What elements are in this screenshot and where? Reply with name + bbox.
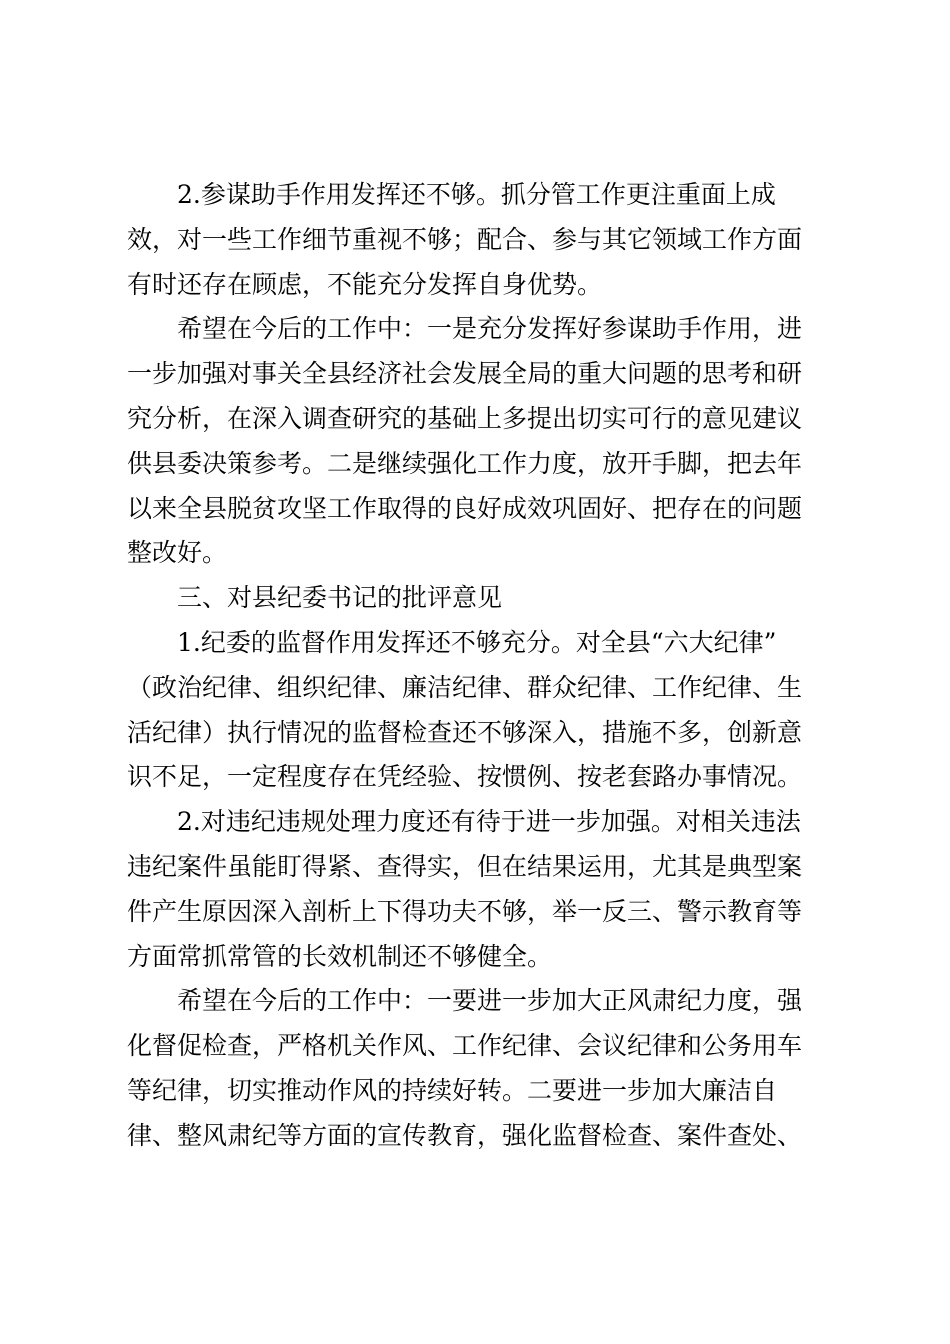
text-line: 1.纪委的监督作用发挥还不够充分。对全县“六大纪律” (177, 627, 777, 657)
text-line: 活纪律）执行情况的监督检查还不够深入，措施不多，创新意 (127, 717, 803, 747)
text-line: 方面常抓常管的长效机制还不够健全。 (127, 941, 553, 971)
text-line: 2.参谋助手作用发挥还不够。抓分管工作更注重面上成 (177, 180, 776, 209)
section-heading: 三、对县纪委书记的批评意见 (177, 583, 503, 613)
text-line: （政治纪律、组织纪律、廉洁纪律、群众纪律、工作纪律、生 (127, 672, 803, 702)
text-line: 化督促检查，严格机关作风、工作纪律、会议纪律和公务用车 (127, 1031, 803, 1061)
document-page (127, 173, 831, 1159)
text-line: 整改好。 (127, 538, 228, 568)
text-line: 等纪律，切实推动作风的持续好转。二要进一步加大廉洁自 (127, 1075, 778, 1105)
text-line: 供县委决策参考。二是继续强化工作力度，放开手脚，把去年 (127, 448, 803, 478)
text-line: 效，对一些工作细节重视不够；配合、参与其它领域工作方面 (127, 224, 803, 254)
text-line: 希望在今后的工作中：一要进一步加大正风肃纪力度，强 (177, 986, 803, 1016)
text-line: 律、整风肃纪等方面的宣传教育，强化监督检查、案件查处、 (127, 1120, 803, 1150)
text-line: 究分析，在深入调查研究的基础上多提出切实可行的意见建议 (127, 403, 803, 433)
text-line: 违纪案件虽能盯得紧、查得实，但在结果运用，尤其是典型案 (127, 851, 803, 881)
text-line: 以来全县脱贫攻坚工作取得的良好成效巩固好、把存在的问题 (127, 493, 803, 523)
text-line: 一步加强对事关全县经济社会发展全局的重大问题的思考和研 (127, 359, 803, 389)
text-line: 2.对违纪违规处理力度还有待于进一步加强。对相关违法 (177, 807, 801, 837)
text-line: 希望在今后的工作中：一是充分发挥好参谋助手作用，进 (177, 314, 803, 344)
text-line: 有时还存在顾虑，不能充分发挥自身优势。 (127, 269, 603, 299)
text-line: 识不足，一定程度存在凭经验、按惯例、按老套路办事情况。 (127, 762, 803, 792)
text-line: 件产生原因深入剖析上下得功夫不够，举一反三、警示教育等 (127, 896, 803, 926)
